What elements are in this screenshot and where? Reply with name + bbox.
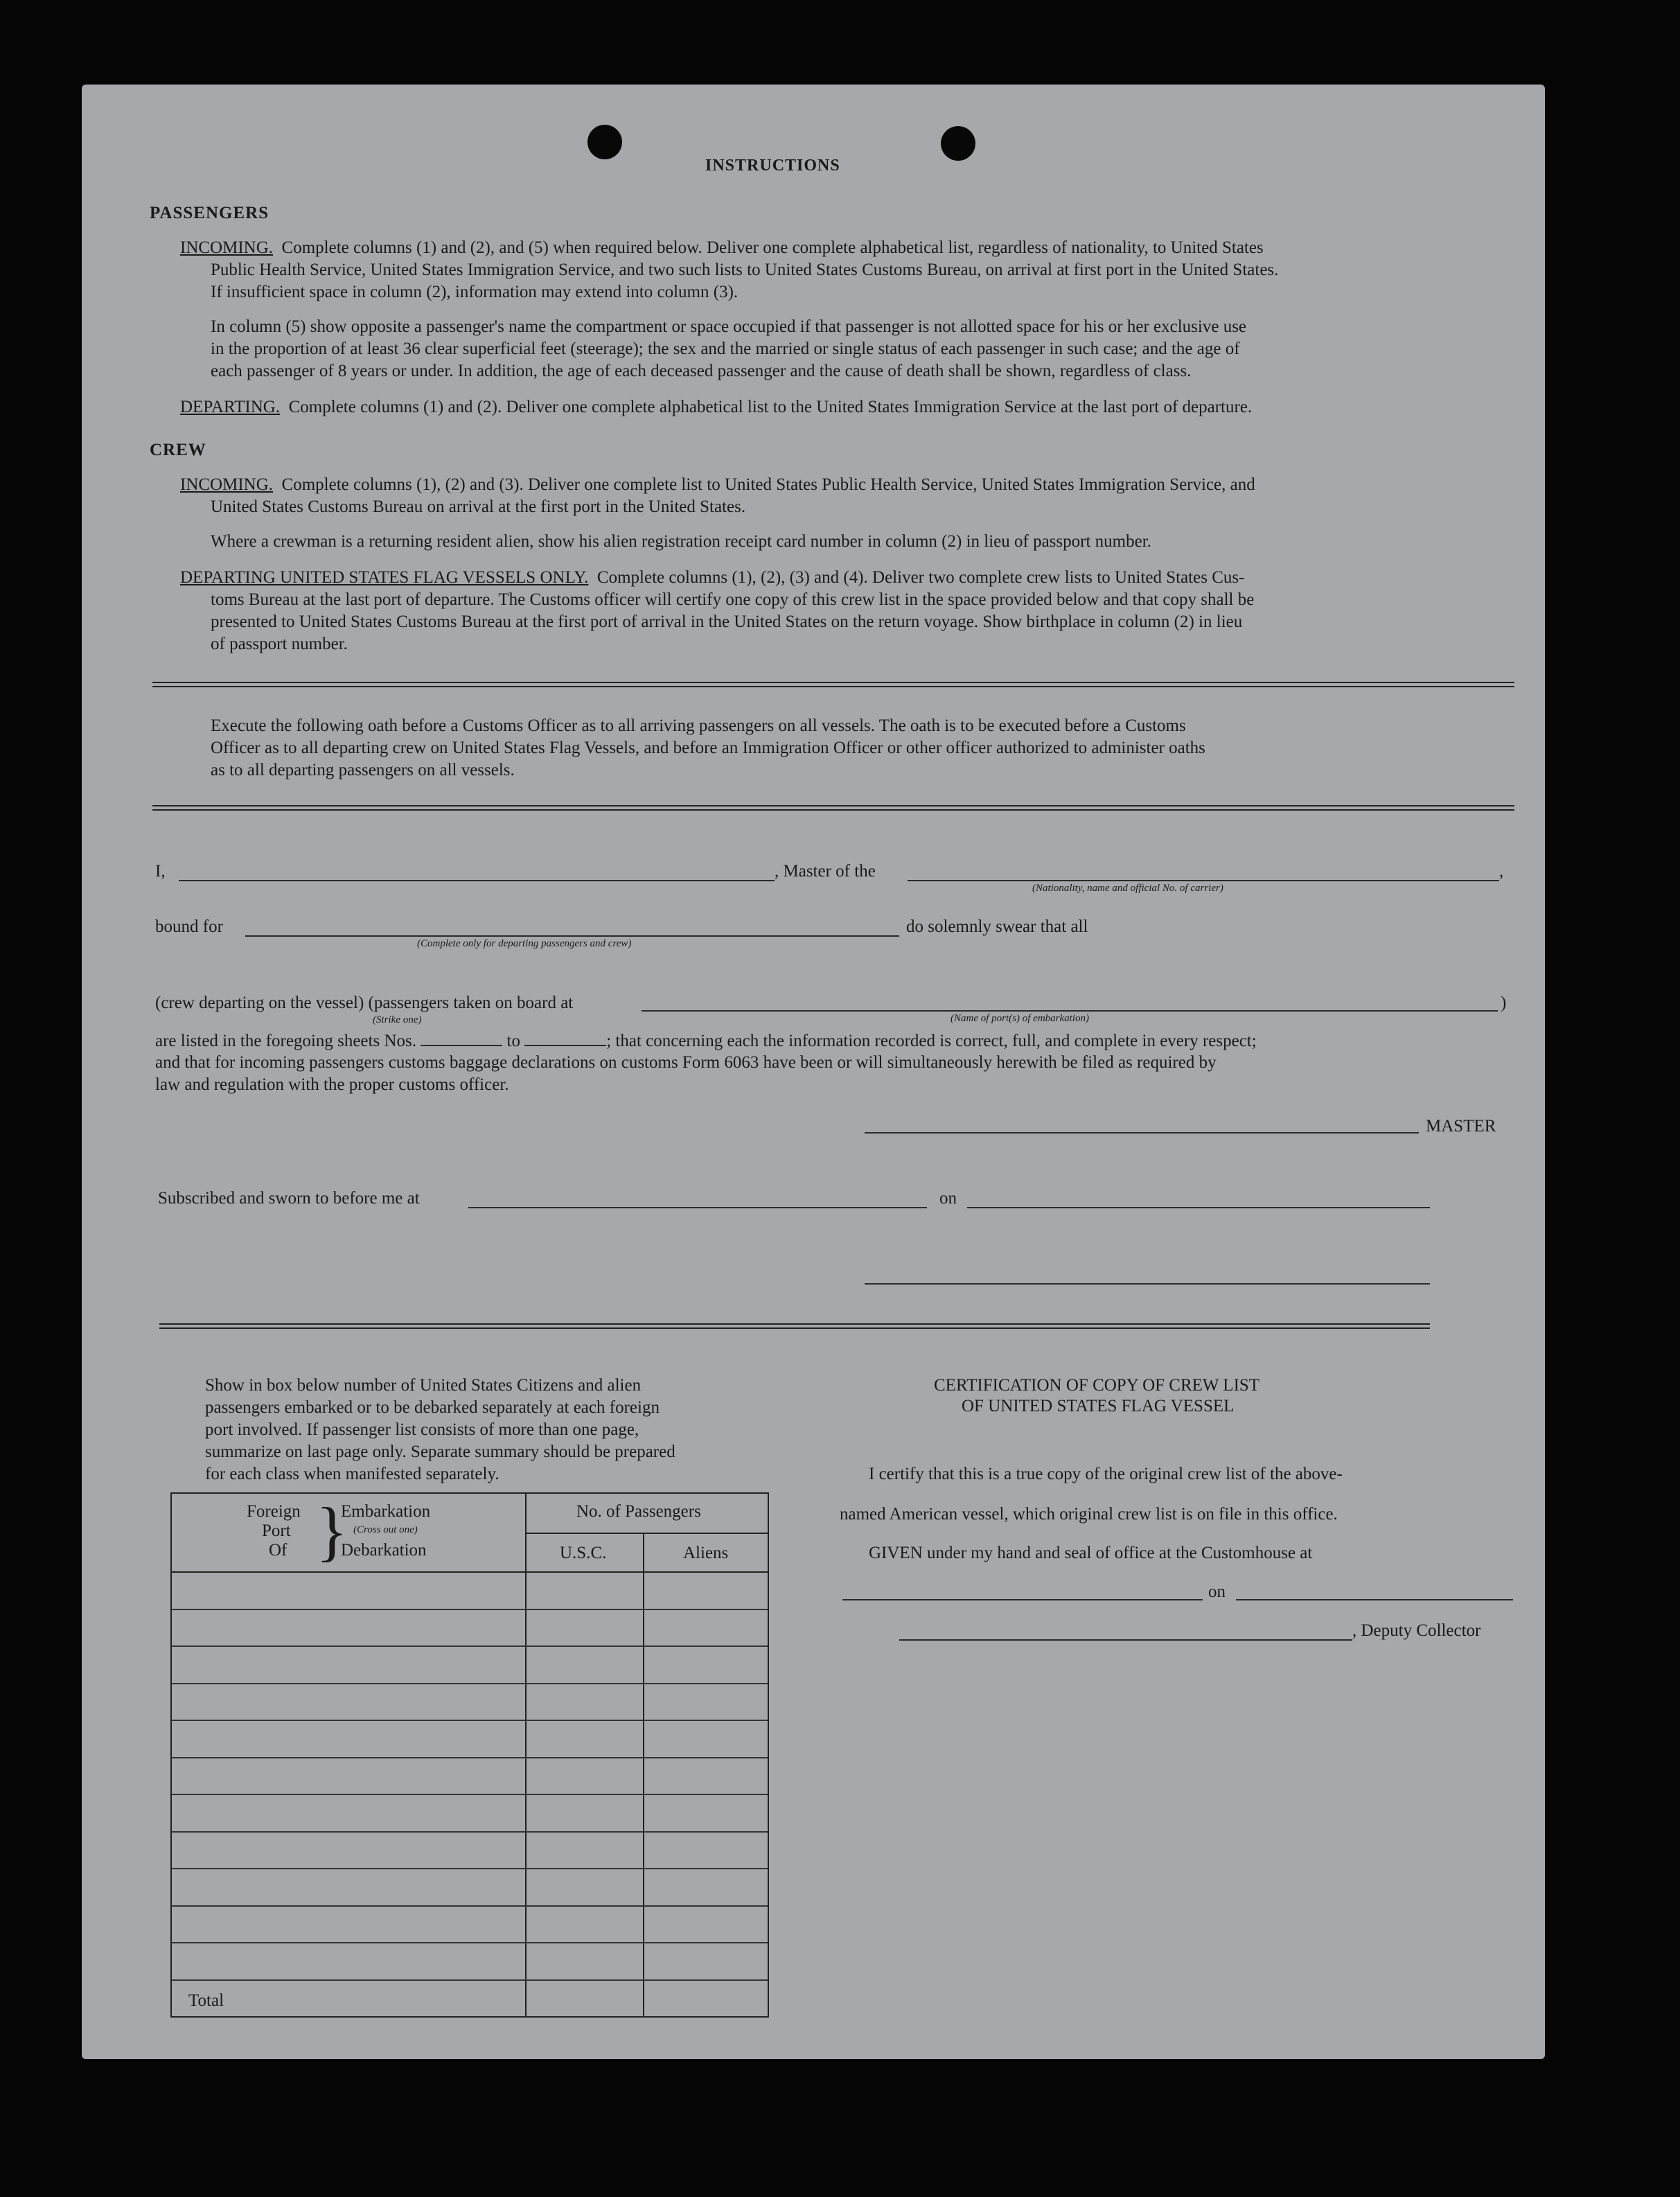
oath-line-2: and that for incoming passengers customs baggage declarations on customs Form 6063 have been or will simultaneously herewith be filed as required by <box>155 1053 1217 1072</box>
summary-line-5: for each class when manifested separately. <box>205 1465 499 1483</box>
passengers-incoming-line-3: If insufficient space in column (2), information may extend into column (3). <box>211 283 739 301</box>
deputy-collector-field[interactable] <box>899 1639 1352 1641</box>
table-row-divider <box>172 1645 768 1647</box>
master-name-field[interactable] <box>179 880 775 881</box>
crew-resident-text: Where a crewman is a returning resident alien, show his alien registration receipt card number in column (2) in lieu of passport number. <box>211 532 1151 551</box>
oath-line-3: law and regulation with the proper customs officer. <box>155 1075 509 1094</box>
embarkation-port-field[interactable] <box>642 1010 1498 1012</box>
section-divider <box>152 805 1514 811</box>
column5-line-1: In column (5) show opposite a passenger's name the compartment or space occupied if that passenger is not allotted space for his or her exclusive use <box>211 317 1247 336</box>
oath-listed-line: are listed in the foregoing sheets Nos. to ; that concerning each the information recorded is correct, full, and complete in every respect; <box>155 1030 1257 1052</box>
table-row-divider <box>172 1942 768 1943</box>
certification-date-field[interactable] <box>1236 1599 1513 1600</box>
ports-caption: (Name of port(s) of embarkation) <box>950 1013 1089 1024</box>
punch-hole <box>941 126 975 161</box>
certification-given: GIVEN under my hand and seal of office at the Customhouse at <box>869 1544 1313 1562</box>
table-row-divider <box>172 1609 768 1610</box>
table-row-divider <box>172 1868 768 1869</box>
certification-body-2: named American vessel, which original crew list is on file in this office. <box>840 1505 1338 1524</box>
nationality-caption: (Nationality, name and official No. of carrier) <box>1032 883 1223 894</box>
passenger-summary-table <box>170 1492 769 2018</box>
table-row-divider <box>172 1757 768 1758</box>
table-row-divider <box>172 1794 768 1795</box>
oath-master-of: , Master of the <box>775 862 876 881</box>
table-row-divider <box>172 1683 768 1684</box>
crew-departing-line-1: DEPARTING UNITED STATES FLAG VESSELS ONLY. Complete columns (1), (2), (3) and (4). Deliver two complete crew lists to United States Cus- <box>180 568 1245 587</box>
summary-line-4: summarize on last page only. Separate summary should be prepared <box>205 1442 675 1461</box>
sheet-to-field[interactable] <box>524 1030 606 1046</box>
certification-on-label: on <box>1208 1582 1226 1601</box>
certification-title-1: CERTIFICATION OF COPY OF CREW LIST <box>934 1376 1260 1395</box>
table-cross-out-label: (Cross out one) <box>353 1524 418 1535</box>
table-aliens-label: Aliens <box>683 1544 729 1562</box>
table-embarkation-label: Embarkation <box>341 1502 431 1521</box>
passengers-incoming-line-1: INCOMING. Complete columns (1) and (2), and (5) when required below. Deliver one complete alphabetical list, regardless of nationality, to United States <box>180 238 1264 257</box>
crew-heading: CREW <box>150 441 206 459</box>
certification-title-2: OF UNITED STATES FLAG VESSEL <box>962 1397 1235 1415</box>
crew-incoming-line-1: INCOMING. Complete columns (1), (2) and (3). Deliver one complete list to United States Public Health Service, United States Immigration Service, and <box>180 475 1255 494</box>
table-port-label: Port <box>262 1521 291 1540</box>
subscribed-label: Subscribed and sworn to before me at <box>158 1189 420 1208</box>
oath-crew-departing: (crew departing on the vessel) (passengers taken on board at <box>155 994 574 1012</box>
on-label: on <box>939 1189 957 1208</box>
passengers-incoming-line-2: Public Health Service, United States Immigration Service, and two such lists to United States Customs Bureau, on arrival at first port in the United States. <box>211 261 1279 279</box>
column5-line-2: in the proportion of at least 36 clear superficial feet (steerage); the sex and the married or single status of each passenger in such case; and the age of <box>211 339 1240 358</box>
oath-instruction-line-1: Execute the following oath before a Customs Officer as to all arriving passengers on all vessels. The oath is to be executed before a Customs <box>211 716 1186 735</box>
carrier-field[interactable] <box>908 880 1499 881</box>
crew-incoming-line-2: United States Customs Bureau on arrival at the first port in the United States. <box>211 497 746 516</box>
complete-only-caption: (Complete only for departing passengers and crew) <box>417 938 632 949</box>
bound-for-field[interactable] <box>245 935 899 937</box>
table-total-label: Total <box>188 1991 224 2010</box>
oath-instruction-line-2: Officer as to all departing crew on United States Flag Vessels, and before an Immigration Officer or other officer authorized to administer oaths <box>211 739 1205 757</box>
crew-departing-line-4: of passport number. <box>211 635 348 653</box>
table-debarkation-label: Debarkation <box>341 1541 427 1560</box>
deputy-collector-label: , Deputy Collector <box>1352 1621 1481 1640</box>
table-row-divider <box>172 1979 768 1981</box>
crew-departing-line-3: presented to United States Customs Bureau at the first port of arrival in the United States on the return voyage. Show birthplace in column (2) in lieu <box>211 612 1243 631</box>
officer-signature-field[interactable] <box>865 1283 1430 1285</box>
page-title: INSTRUCTIONS <box>705 157 840 175</box>
oath-instruction-line-3: as to all departing passengers on all vessels. <box>211 761 515 779</box>
summary-line-3: port involved. If passenger list consists of more than one page, <box>205 1420 639 1439</box>
punch-hole <box>587 125 622 159</box>
customhouse-field[interactable] <box>842 1599 1203 1600</box>
sheet-from-field[interactable] <box>421 1030 502 1046</box>
certification-body-1: I certify that this is a true copy of the original crew list of the above- <box>869 1465 1343 1483</box>
table-row-divider <box>172 1831 768 1833</box>
table-row-divider <box>172 1905 768 1907</box>
oath-bound-for: bound for <box>155 917 223 936</box>
document-page: INSTRUCTIONS PASSENGERS INCOMING. Complete columns (1) and (2), and (5) when required below. Deliver one complete alphabetical list, regardless of nationality, to United States Public Health Service, United States Immigration Service, and two such lists to United States Customs Bureau, on arrival at first port in the United States. If insufficient space in column (2), information may extend into column (3). In column (5) show opposite a passenger's name the compartment or space occupied if that passenger is not allotted space for his or her exclusive use in the proportion of at least 36 clear superficial feet (steerage); the sex and the married or single status of each passenger in such case; and the age of each passenger of 8 years or under. In addition, the age of each deceased passenger and the cause of death shall be shown, regardless of class. DEPARTING. Complete columns (1) and (2). Deliver one complete alphabetical list to the United States Immigration Service at the last port of departure. CREW INCOMING. Complete columns (1), (2) and (3). Deliver one complete list to United States Public Health Service, United States Immigration Service, and United States Customs Bureau on arrival at the first port in the United States. Where a crewman is a returning resident alien, show his alien registration receipt card number in column (2) in lieu of passport number. DEPARTING UNITED STATES FLAG VESSELS ONLY. Complete columns (1), (2), (3) and (4). Deliver two complete crew lists to United States Cus- toms Bureau at the last port of departure. The Customs officer will certify one copy of this crew list in the space provided below and that copy shall be presented to United States Customs Bureau at the first port of arrival in the United States on the return voyage. Show birthplace in column (2) in lieu of passport number. Execute the following oath before a Customs Officer as to all arriving passengers on all vessels. The oath is to be executed before a Customs Officer as to all departing crew on United States Flag Vessels, and before an Immigration Officer or other officer authorized to administer oaths as to all departing passengers on all vessels. I, , Master of the , (Nationality, name and official No. of carrier) bound for (Complete only for departing passengers and crew) do solemnly swear that all (crew departing on the vessel) (passengers taken on board at (Strike one) (Name of port(s) of embarkation) ) are listed in the foregoing sheets Nos. to ; that concerning each the information recorded is correct, full, and complete in every respect; and that for incoming passengers customs baggage declarations on customs Form 6063 have been or will simultaneously herewith be filed as required by law and regulation with the proper customs officer. MASTER Subscribed and sworn to before me at on Show in box below number of United States Citizens and alien passengers embarked or to be debarked separately at each foreign port involved. If passenger list consists of more than one page, summarize on last page only. Separate summary should be prepared for each class when manifested separately. CERTIFICATION OF COPY OF CREW LIST OF UNITED STATES FLAG VESSEL I certify that this is a true copy of the original crew list of the above- named American vessel, which original crew list is on file in this office. GIVEN under my hand and seal of office at the Customhouse at on , Deputy Collector Foreign Port Of } Embarkation (Cross out one) Debarkation No. of Passengers U.S.C. Aliens Total <box>82 85 1545 2059</box>
summary-line-2: passengers embarked or to be debarked separately at each foreign <box>205 1398 660 1417</box>
brace-icon: } <box>316 1494 348 1568</box>
oath-solemnly-swear: do solemnly swear that all <box>906 917 1088 936</box>
master-signature-field[interactable] <box>865 1132 1419 1133</box>
table-row-divider <box>172 1720 768 1721</box>
master-label: MASTER <box>1426 1117 1496 1136</box>
table-foreign-label: Foreign <box>247 1502 301 1521</box>
summary-line-1: Show in box below number of United States Citizens and alien <box>205 1376 642 1395</box>
passengers-departing: DEPARTING. Complete columns (1) and (2). Deliver one complete alphabetical list to the United States Immigration Service at the last port of departure. <box>180 398 1253 416</box>
sworn-place-field[interactable] <box>468 1207 927 1208</box>
oath-i-label: I, <box>155 862 166 881</box>
column5-line-3: each passenger of 8 years or under. In addition, the age of each deceased passenger and the cause of death shall be shown, regardless of class. <box>211 362 1192 380</box>
section-divider <box>159 1323 1430 1329</box>
crew-departing-line-2: toms Bureau at the last port of departure. The Customs officer will certify one copy of this crew list in the space provided below and that copy shall be <box>211 590 1255 609</box>
section-divider <box>152 682 1514 687</box>
table-of-label: Of <box>269 1541 288 1560</box>
sworn-date-field[interactable] <box>967 1207 1430 1208</box>
table-usc-label: U.S.C. <box>560 1544 607 1562</box>
table-no-passengers-label: No. of Passengers <box>576 1502 701 1521</box>
passengers-heading: PASSENGERS <box>150 204 269 222</box>
strike-one-caption: (Strike one) <box>373 1014 422 1025</box>
